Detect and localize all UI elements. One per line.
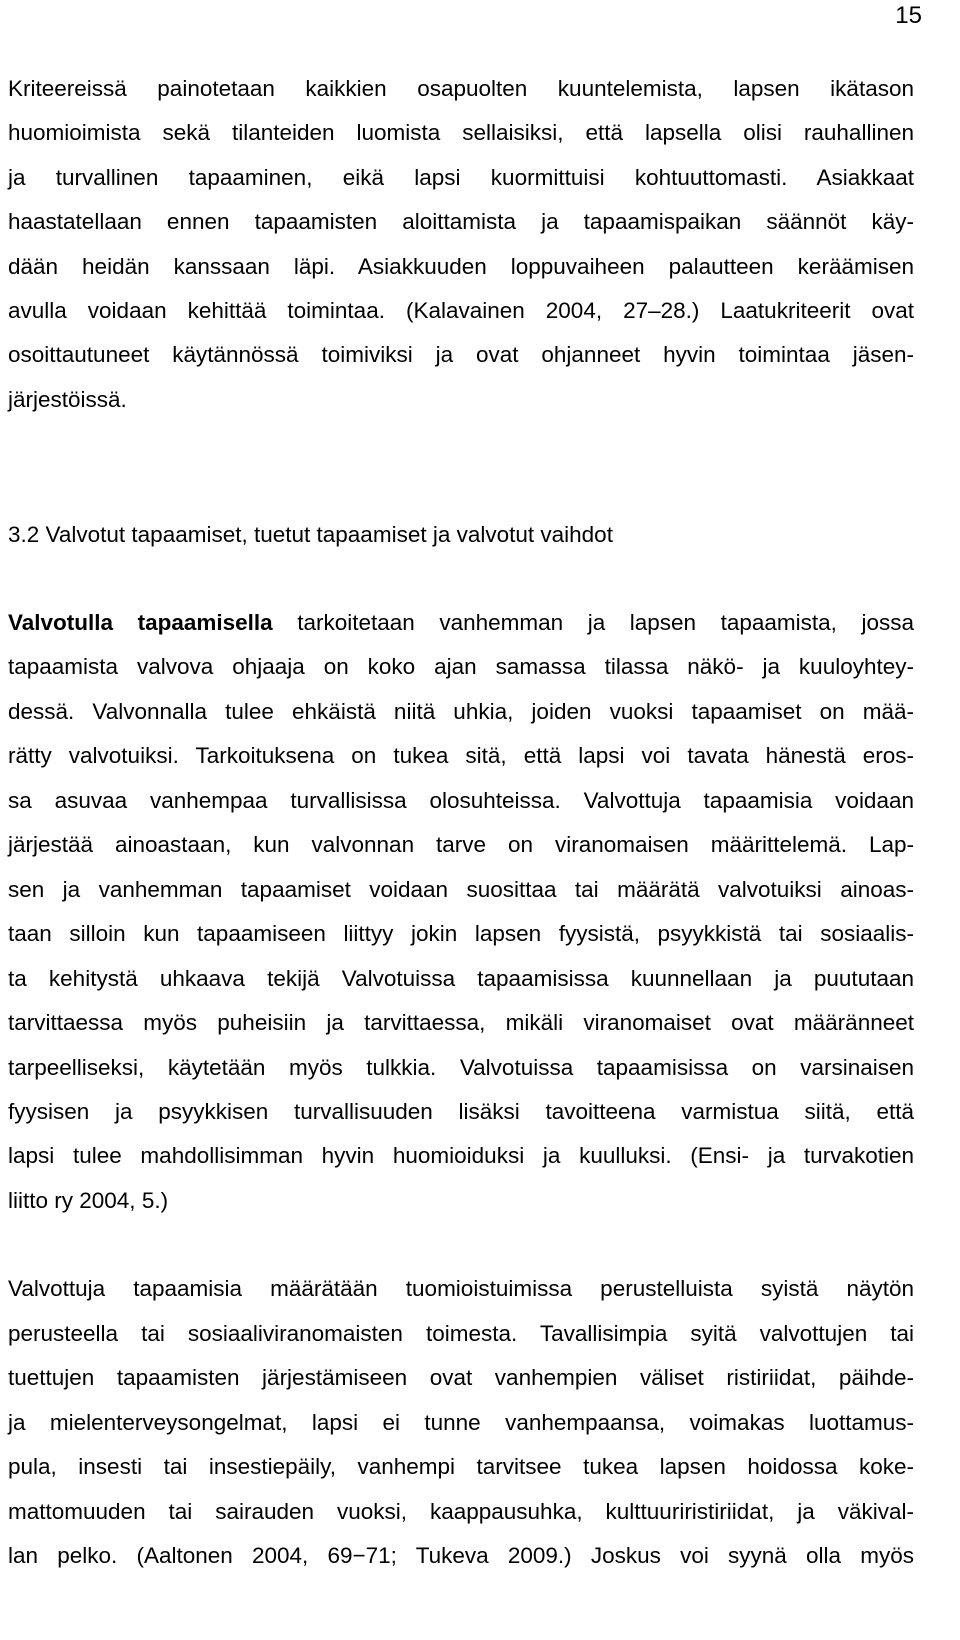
section-heading: 3.2 Valvotut tapaamiset, tuetut tapaamiset ja valvotut vaihdot [8, 522, 613, 547]
text-line: sa asuvaa vanhempaa turvallisissa olosuhteissa. Valvottuja tapaamisia voidaan [8, 788, 914, 813]
text-line: taan silloin kun tapaamiseen liittyy jokin lapsen fyysistä, psyykkistä tai sosiaalis- [8, 921, 914, 946]
text-line: tarpeelliseksi, käytetään myös tulkkia. Valvotuissa tapaamisissa on varsinaisen [8, 1055, 914, 1080]
text-line: avulla voidaan kehittää toimintaa. (Kalavainen 2004, 27–28.) Laatukriteerit ovat [8, 298, 914, 323]
text-line: dessä. Valvonnalla tulee ehkäistä niitä uhkia, joiden vuoksi tapaamiset on mää- [8, 699, 914, 724]
text-line: tarvittaessa myös puheisiin ja tarvittaessa, mikäli viranomaiset ovat määränneet [8, 1010, 914, 1035]
text-line: Kriteereissä painotetaan kaikkien osapuolten kuuntelemista, lapsen ikätason [8, 76, 914, 101]
text-line [8, 608, 914, 638]
text-line: dään heidän kanssaan läpi. Asiakkuuden loppuvaiheen palautteen keräämisen [8, 254, 914, 279]
text-line: Valvottuja tapaamisia määrätään tuomioistuimissa perustelluista syistä näytön [8, 1276, 914, 1301]
text-line: rätty valvotuiksi. Tarkoituksena on tukea sitä, että lapsi voi tavata hänestä eros- [8, 743, 914, 768]
text-line: tuettujen tapaamisten järjestämiseen ovat vanhempien väliset ristiriidat, päihde- [8, 1365, 914, 1390]
text-line: ja turvallinen tapaaminen, eikä lapsi kuormittuisi kohtuuttomasti. Asiakkaat [8, 165, 914, 190]
text-line: ta kehitystä uhkaava tekijä Valvotuissa tapaamisissa kuunnellaan ja puututaan [8, 966, 914, 991]
text-line: järjestöissä. [8, 387, 127, 412]
text-line: osoittautuneet käytännössä toimiviksi ja ovat ohjanneet hyvin toimintaa jäsen- [8, 342, 914, 367]
text-line: haastatellaan ennen tapaamisten aloittamista ja tapaamispaikan säännöt käy- [8, 209, 914, 234]
text-line: huomioimista sekä tilanteiden luomista sellaisiksi, että lapsella olisi rauhallinen [8, 120, 914, 145]
text-line: perusteella tai sosiaaliviranomaisten toimesta. Tavallisimpia syitä valvottujen tai [8, 1321, 914, 1346]
bold-term: Valvotulla tapaamisella [8, 610, 273, 635]
text-line: lan pelko. (Aaltonen 2004, 69−71; Tukeva 2009.) Joskus voi syynä olla myös [8, 1543, 914, 1568]
text-line: fyysisen ja psyykkisen turvallisuuden lisäksi tavoitteena varmistua siitä, että [8, 1099, 914, 1124]
text-line: lapsi tulee mahdollisimman hyvin huomioiduksi ja kuulluksi. (Ensi- ja turvakotien [8, 1143, 914, 1168]
text-line: sen ja vanhemman tapaamiset voidaan suosittaa tai määrätä valvotuiksi ainoas- [8, 877, 914, 902]
text-line: liitto ry 2004, 5.) [8, 1188, 169, 1213]
page-number: 15 [895, 2, 922, 29]
text-line: ja mielenterveysongelmat, lapsi ei tunne vanhempaansa, voimakas luottamus- [8, 1410, 914, 1435]
text-line: mattomuuden tai sairauden vuoksi, kaappausuhka, kulttuuriristiriidat, ja väkival- [8, 1499, 914, 1524]
text-span: tarkoitetaan vanhemman ja lapsen tapaamista, jossa [272, 610, 914, 635]
text-line: pula, insesti tai insestiepäily, vanhempi tarvitsee tukea lapsen hoidossa koke- [8, 1454, 914, 1479]
text-line: järjestää ainoastaan, kun valvonnan tarve on viranomaisen määrittelemä. Lap- [8, 832, 914, 857]
text-line: tapaamista valvova ohjaaja on koko ajan samassa tilassa näkö- ja kuuloyhtey- [8, 654, 914, 679]
